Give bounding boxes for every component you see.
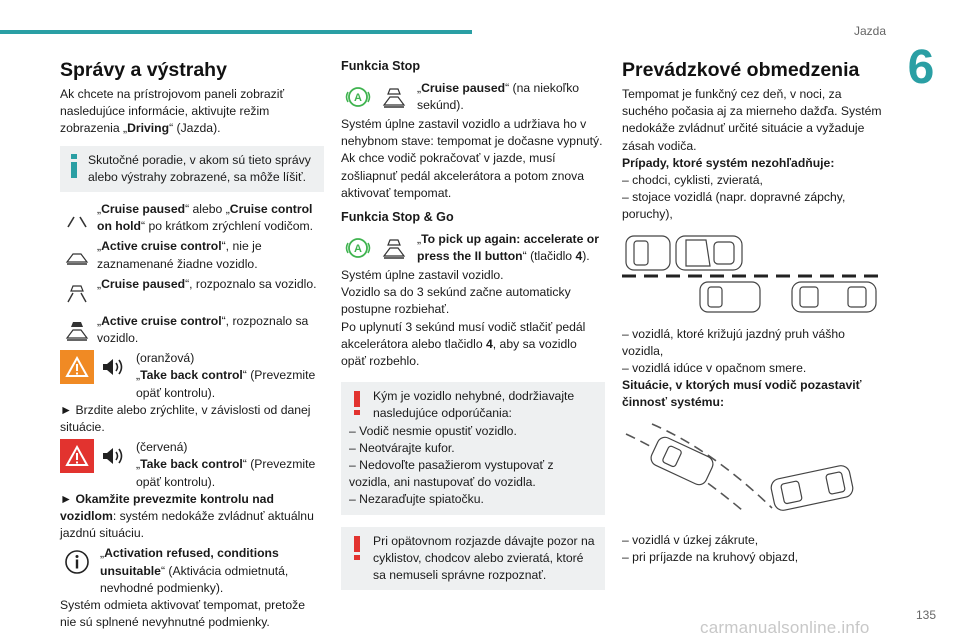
message-paused-vehicle: „Cruise paused“, rozpoznalo sa vozidlo. [60, 276, 324, 310]
cases-heading: Prípady, ktoré systém nezohľadňuje: [622, 155, 835, 170]
exclamation-icon [351, 535, 363, 561]
message-active-vehicle: „Active cruise control“, rozpoznalo sa vozidlo. [60, 313, 324, 347]
warning-note-restart: Pri opätovnom rozjazde dávajte pozor na cyklistov, chodcov alebo zvieratá, ktoré sa nemuseli správne rozpoznať. [341, 527, 605, 591]
message-stop: A „Cruise paused“ (na niekoľko sekúnd). Systém úplne zastavil vozidlo a udržiava ho v nehybnom stave: tempomat je dočasne vypnutý. Ak chce vodič pokračovať v jazde, musí zošliapnuť pedál akcelerátora a potom znova aktivovať tempomat. [341, 81, 603, 200]
heading-stop-go: Funkcia Stop & Go [341, 210, 454, 225]
vehicle-ahead-icon [60, 313, 94, 347]
column-limitations: Prevádzkové obmedzenia Tempomat je funkčný cez deň, v noci, za suchého počasia aj za mierneho dažďa. Systém nedokáže zvládnuť určité situácie a vyžaduje zásah vodiča. Prípady, ktoré systém nezohľadňuje: – chodci, cyklisti, zvieratá, – stojace vozidlá (napr. dopravné zápchy, poruchy), – vozidlá, ktoré križujú jazdný pruh vášho vozidla, – vozidlá idúce v opačnom smere. Situácie, v ktorých musí vodič pozastaviť činnosť systému: – vozidlá v úzkej zákrute, – pri príjazde na kruhový objazd, [622, 58, 884, 566]
heading-stop: Funkcia Stop [341, 59, 421, 73]
road-lines-icon [60, 238, 94, 272]
speaker-icon [96, 350, 130, 384]
header-accent-bar [0, 30, 472, 34]
column-messages [60, 58, 324, 631]
illustration-stopped-traffic [622, 232, 884, 316]
speaker-icon [96, 439, 130, 473]
svg-text:A: A [354, 92, 362, 104]
vehicle-ahead-icon [377, 231, 411, 265]
message-cruise-paused-short: „Cruise paused“ alebo „Cruise control on hold“ po krátkom zrýchlení vodičom. [60, 201, 324, 235]
message-active-no-vehicle: „Active cruise control“, nie je zaznamenané žiadne vozidlo. [60, 238, 324, 272]
situations-heading: Situácie, v ktorých musí vodič pozastaviť činnosť systému: [622, 378, 862, 410]
info-note: Skutočné poradie, v akom sú tieto správy alebo výstrahy zobrazené, sa môže líšiť. [60, 146, 324, 192]
vehicle-ahead-icon [60, 276, 94, 310]
message-take-back-orange: (oranžová) „Take back control“ (Prevezmite opäť kontrolu). ► Brzdite alebo zrýchlite, v závislosti od danej situácie. [60, 351, 316, 435]
illustration-tight-bend [622, 420, 884, 522]
vehicle-ahead-icon [377, 80, 411, 114]
message-activation-refused: „Activation refused, conditions unsuitable“ (Aktivácia odmietnutá, nevhodné podmienky). Systém odmieta aktivovať tempomat, pretože nie sú splnené nevyhnutné podmienky. [60, 546, 306, 630]
heading-limitations: Prevádzkové obmedzenia [622, 59, 860, 81]
auto-hold-icon [341, 231, 375, 265]
message-stop-go: A „To pick up again: accelerate or press the II button“ (tlačidlo 4). Systém úplne zastavil vozidlo. Vozidlo sa do 3 sekúnd začne automaticky postupne rozbiehať. Po uplynutí 3 sekúnd musí vodič stlačiť pedál akcelerátora alebo tlačidlo 4, aby sa vozidlo opäť rozbehlo. [341, 232, 599, 369]
chapter-number: 6 [907, 41, 935, 94]
svg-text:A: A [354, 243, 362, 256]
warning-triangle-icon [60, 439, 94, 473]
auto-hold-icon [341, 80, 375, 114]
column-stop-go [341, 58, 605, 599]
heading-messages: Správy a výstrahy [60, 59, 227, 81]
section-title: Jazda [853, 24, 886, 38]
exclamation-icon [351, 390, 363, 416]
limitations-intro: Tempomat je funkčný cez deň, v noci, za suchého počasia aj za mierneho dažďa. Systém nedokáže zvládnuť určité situácie a vyžaduje zásah vodiča. [622, 87, 882, 153]
messages-intro: Ak chcete na prístrojovom paneli zobraziť nasledujúce informácie, aktivujte režim zobrazenia „Driving“ (Jazda). [60, 87, 285, 136]
page-number: 135 [915, 608, 936, 622]
info-icon [66, 152, 82, 180]
info-circle-icon [60, 545, 94, 579]
road-lines-icon [60, 201, 94, 235]
message-take-back-red: (červená) „Take back control“ (Prevezmite opäť kontrolu). ► Okamžite prevezmite kontrolu nad vozidlom: systém nedokáže zvládnuť aktuálnu jazdnú situáciu. [60, 440, 316, 541]
watermark: carmanualsonline.info [700, 618, 870, 637]
warning-triangle-icon [60, 350, 94, 384]
warning-note-stationary: Kým je vozidlo nehybné, dodržiavajte nasledujúce odporúčania: – Vodič nesmie opustiť vozidlo. – Neotvárajte kufor. – Nedovoľte pasažierom vystupovať z vozidla, ani nastupovať do vozidla. – Nezaraďujte spiatočku. [341, 382, 605, 514]
